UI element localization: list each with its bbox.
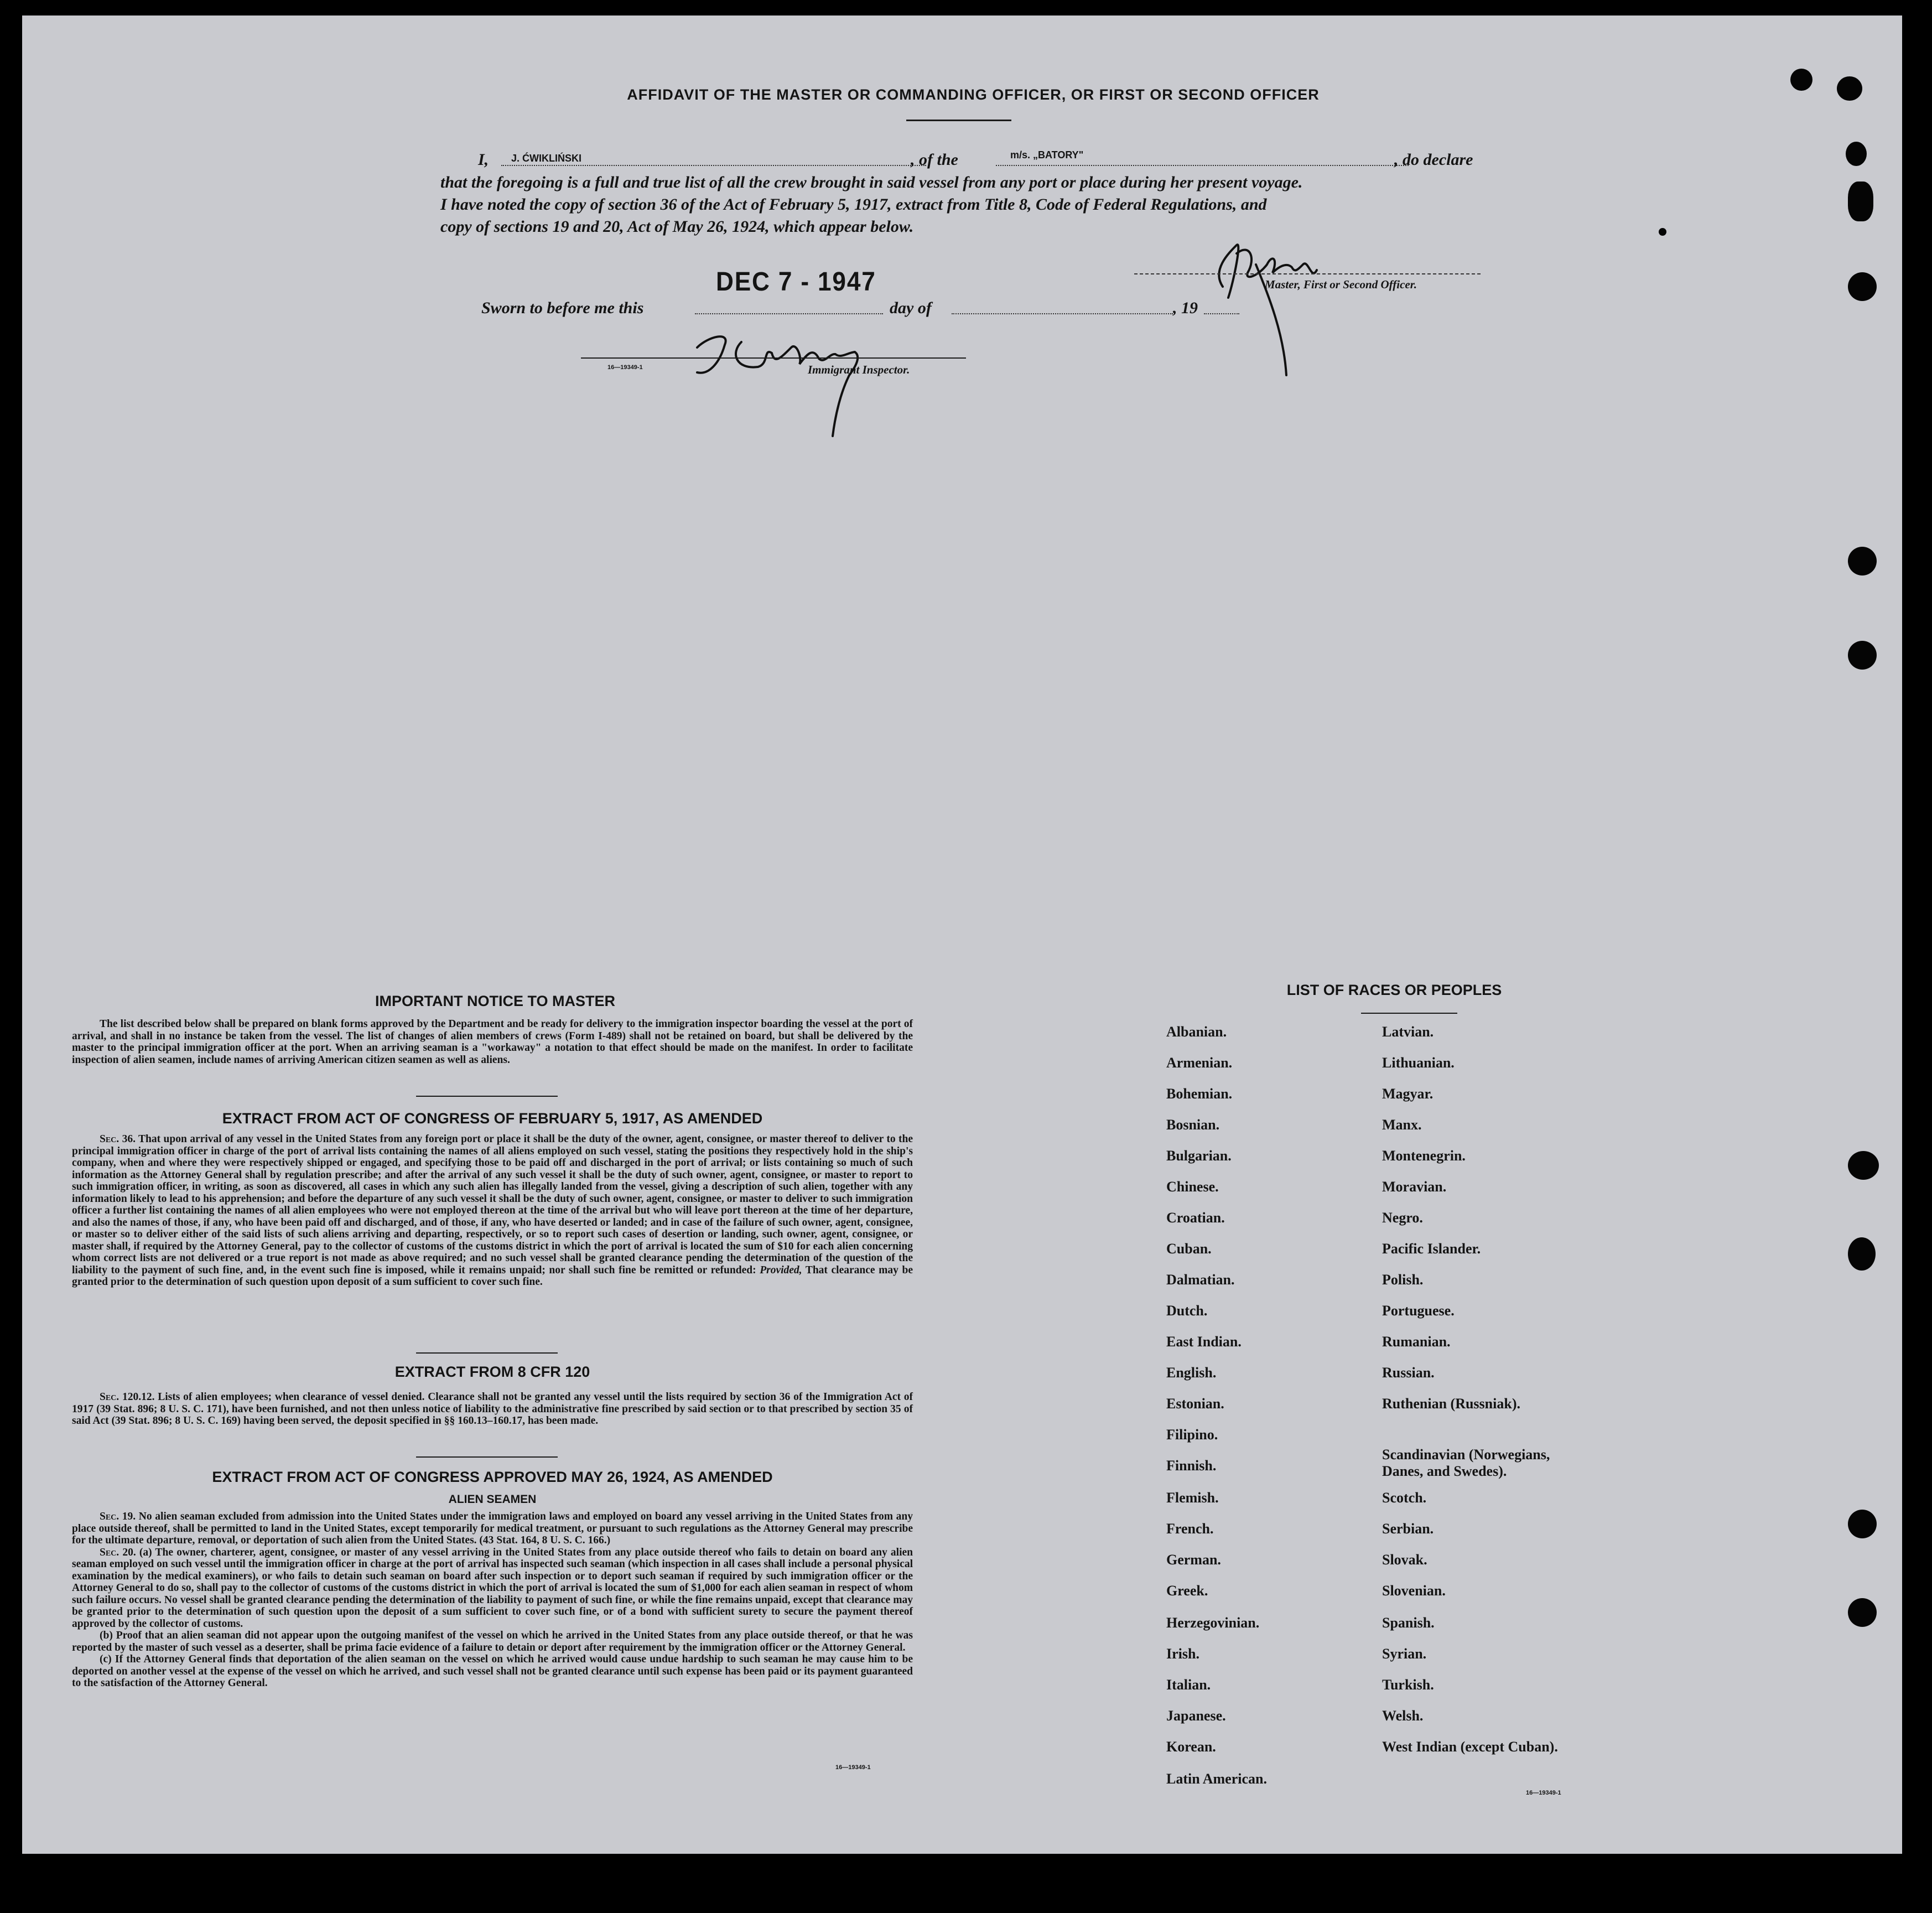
race-item: East Indian. [1166,1334,1242,1350]
punch-hole [1837,76,1862,101]
race-item: Latvian. [1382,1024,1434,1040]
race-item: Ruthenian (Russniak). [1382,1396,1520,1412]
affidavit-i-label: I, [478,151,489,169]
race-item: Irish. [1166,1646,1199,1662]
race-item: Montenegrin. [1382,1148,1466,1164]
race-item: Flemish. [1166,1490,1219,1506]
punch-hole [1848,1598,1877,1627]
race-item: Turkish. [1382,1677,1434,1693]
punch-hole [1848,272,1877,301]
section-20a-paragraph [72,1547,913,1630]
divider [906,120,1011,121]
race-item: Lithuanian. [1382,1055,1455,1071]
race-item: Albanian. [1166,1024,1227,1040]
extract-1917-title: EXTRACT FROM ACT OF CONGRESS OF FEBRUARY 5, 1917, AS AMENDED [222,1110,763,1127]
race-item: English. [1166,1365,1217,1381]
section-20a-text: (a) The owner, charterer, agent, consignee, or master of any vessel arriving in the United States from any place outside thereof who fails to detain on board any alien seaman employed on such vessel until the immigration officer in charge at the port of arrival has inspected such seaman (which inspection in all cases shall include a personal physical examination by the medical examiners), or who fails to detain such seaman on board after such inspection or to deport such seaman if required by such immigration officer or the Attorney General to do so, shall pay to the collector of customs of the customs district in which the port of arrival is located the sum of $1,000 for each alien seaman in respect of whom such failure occurs. No vessel shall be granted clearance pending the determination of the liability to payment of such fine, or while the fine remains unpaid, except that clearance may be granted prior to the determination of such question upon the deposit of a sum sufficient to cover such fine, or of a bond with sufficient surety to secure the payment thereof approved by the collector of customs. [72,1546,913,1630]
race-item: Bulgarian. [1166,1148,1232,1164]
vessel-name: m/s. „BATORY" [1010,149,1084,160]
section-36-text-end: That clearance may be granted prior to the determination of such question upon deposit of a sum sufficient to cover such fine. [72,1264,913,1288]
section-36-paragraph [72,1133,913,1288]
master-name: J. ĆWIKLIŃSKI [511,153,582,164]
punch-hole [1659,228,1666,236]
divider [1361,1013,1457,1014]
race-item: Magyar. [1382,1086,1434,1102]
race-item: Dutch. [1166,1303,1208,1319]
affidavit-line-3: I have noted the copy of section 36 of the Act of February 5, 1917, extract from Title 8, Code of Federal Regulations, and [440,195,1267,214]
section-19-paragraph [72,1511,913,1547]
extract-form-number: 16—19349-1 [835,1764,871,1771]
affidavit-line-4: copy of sections 19 and 20, Act of May 26, 1924, which appear below. [440,217,914,236]
race-item: German. [1166,1552,1221,1568]
race-item: Estonian. [1166,1396,1224,1412]
punch-hole [1790,69,1812,91]
section-label: Sec. 36. [100,1133,136,1145]
master-caption: Master, First or Second Officer. [1265,278,1417,291]
races-title: LIST OF RACES OR PEOPLES [1286,982,1502,998]
race-item: Dalmatian. [1166,1272,1235,1288]
provided-label: Provided, [760,1264,802,1276]
section-label: Sec. 19. [100,1511,136,1522]
punch-hole [1848,1151,1879,1180]
section-label: Sec. 120.12. [100,1391,155,1403]
form-sheet [22,15,1902,1854]
notice-paragraph: The list described below shall be prepared on blank forms approved by the Department and be ready for delivery to the immigration inspector boarding the vessel at the port of arrival, and shall in no instance be taken from the vessel. The list of changes of alien members of crews (Form I-489) shall not be retained on board, but shall be delivered by the master to the principal immigration officer at the port. When an arriving seaman is a "workaway" a notation to that effect should be made on the manifest. In order to facilitate inspection of alien seamen, include names of arriving American citizen seamen as well as aliens. [72,1018,913,1066]
year-label: , 19 [1173,299,1198,317]
name-line [501,165,926,166]
section-label: Sec. 20. [100,1546,136,1558]
race-item: Korean. [1166,1739,1216,1755]
master-signature [1190,220,1367,381]
race-scandinavian-line-2: Danes, and Swedes). [1382,1463,1507,1479]
vessel-line [996,165,1409,166]
race-item: Portuguese. [1382,1303,1455,1319]
inspector-caption: Immigrant Inspector. [808,363,910,376]
race-item: Rumanian. [1382,1334,1451,1350]
extract-8cfr-text [72,1391,913,1427]
section-20c-paragraph: (c) If the Attorney General finds that deportation of the alien seaman on the vessel on which he arrived would cause undue hardship to such seaman he may cause him to be deported on another vessel at the expense of the vessel on which he arrived, and such vessel shall not be granted clearance until such expense has been paid or its payment guaranteed to the satisfaction of the Attorney General. [72,1653,913,1689]
sworn-month-line [952,313,1173,314]
punch-hole [1848,1510,1877,1538]
race-item: Slovak. [1382,1552,1427,1568]
race-item: Russian. [1382,1365,1435,1381]
section-19-text: No alien seaman excluded from admission into the United States under the immigration laws and employed on board any vessel arriving in the United States from any place outside thereof, shall be permitted to land in the United States, except temporarily for medical treatment, or pursuant to such regulations as the Attorney General may prescribe for the ultimate departure, removal, or deportation of such alien from the United States. (43 Stat. 164, 8 U. S. C. 166.) [72,1511,913,1546]
race-item: Filipino. [1166,1427,1218,1443]
punch-hole [1846,142,1867,166]
affidavit-line-2: that the foregoing is a full and true list of all the crew brought in said vessel from any port or place during her present voyage. [440,173,1303,191]
race-item: Bosnian. [1166,1117,1220,1133]
divider [416,1456,558,1458]
race-item: Syrian. [1382,1646,1427,1662]
race-item: Italian. [1166,1677,1211,1693]
race-item: Moravian. [1382,1179,1447,1195]
notice-text [72,1018,913,1066]
race-item: West Indian (except Cuban). [1382,1739,1558,1755]
master-signature-line [1134,273,1481,274]
punch-hole [1848,182,1873,221]
extract-8cfr-title: EXTRACT FROM 8 CFR 120 [394,1364,590,1380]
race-item: Greek. [1166,1583,1208,1599]
race-item: Chinese. [1166,1179,1219,1195]
race-item: Spanish. [1382,1615,1435,1631]
do-declare-label: , do declare [1394,151,1473,169]
race-item: Finnish. [1166,1458,1217,1474]
date-stamp: DEC 7 - 1947 [716,267,876,297]
section-120-paragraph [72,1391,913,1427]
punch-hole [1848,1237,1876,1271]
section-120-text: Lists of alien employees; when clearance of vessel denied. Clearance shall not be granted any vessel until the lists required by section 36 of the Immigration Act of 1917 (39 Stat. 896; 8 U. S. C. 171), have been furnished, and not then unless notice of liability to the administrative fine prescribed by said section or to that prescribed by section 35 of said Act (39 Stat. 896; 8 U. S. C. 169) having been served, the deposit specified in §§ 160.13–160.17, has been made. [72,1391,913,1427]
inspector-signature-line [581,357,966,359]
sworn-label: Sworn to before me this [481,299,644,317]
race-item: Scandinavian (Norwegians, [1382,1447,1550,1463]
race-item: Slovenian. [1382,1583,1446,1599]
race-item: Croatian. [1166,1210,1225,1226]
race-item: Manx. [1382,1117,1422,1133]
race-item: Japanese. [1166,1708,1226,1724]
race-item: Scotch. [1382,1490,1427,1506]
race-item: Polish. [1382,1272,1424,1288]
punch-hole [1848,641,1877,670]
race-item: Latin American. [1166,1771,1267,1787]
race-item: French. [1166,1521,1214,1537]
alien-seamen-subtitle: ALIEN SEAMEN [448,1493,537,1506]
divider [416,1096,558,1097]
divider [416,1352,558,1354]
race-item: Cuban. [1166,1241,1212,1257]
race-item: Bohemian. [1166,1086,1233,1102]
race-item: Negro. [1382,1210,1423,1226]
extract-1917-text [72,1133,913,1288]
extract-1924-title: EXTRACT FROM ACT OF CONGRESS APPROVED MAY 26, 1924, AS AMENDED [212,1469,773,1485]
race-item: Herzegovinian. [1166,1615,1260,1631]
section-36-text: That upon arrival of any vessel in the United States from any foreign port or place it shall be the duty of the owner, agent, consignee, or master thereof to deliver to the principal immigration officer in charge of the port of arrival lists containing the names of all aliens employed on such vessel, stating the positions they respectively hold in the ship's company, when and where they were respectively shipped or engaged, and specifying those to be paid off and discharged in the port of arrival; or lists containing so much of such information as the Attorney General shall by regulation prescribe; and after the arrival of any such vessel it shall be the duty of such owner, agent, consignee, or master to report to such immigration officer, in writing, as soon as discovered, all cases in which any such alien has illegally landed from the vessel, giving a description of such alien, together with any information likely to lead to his apprehension; and before the departure of any such vessel it shall be the duty of such owner, agent, consignee, or master to deliver to such immigration officer a further list containing the names of all alien employees who were not employed thereon at the time of the arrival but who will leave port thereon at the time of her departure, and also the names of those, if any, who have been paid off and discharged, and of those, if any, who have deserted or landed; and in case of the failure of such owner, agent, consignee, or master so to deliver either of the said lists of such aliens arriving and departing, respectively, or so to report such cases of desertion or landing, such owner, agent, consignee, or master shall, if required by the Attorney General, pay to the collector of customs of the customs district in which the port of arrival is located the sum of $10 for each alien concerning whom correct lists are not delivered or a true report is not made as above required; and no such vessel shall be granted clearance pending the determination of the question of the liability to the payment of such fine, and, in the event such fine is imposed, while it remains unpaid; nor shall such fine be remitted or refunded: [72,1133,913,1276]
of-the-label: , of the [911,151,958,169]
section-20b-paragraph: (b) Proof that an alien seaman did not appear upon the outgoing manifest of the vessel on which he arrived in the United States from any place outside thereof, or that he was reported by the master of such vessel as a deserter, shall be prima facie evidence of a failure to detain or deport after requirement by the immigration officer or the Attorney General. [72,1630,913,1653]
affidavit-title: AFFIDAVIT OF THE MASTER OR COMMANDING OFFICER, OR FIRST OR SECOND OFFICER [627,86,1320,103]
day-of-label: day of [890,299,932,317]
inspector-signature [675,314,918,447]
race-item: Serbian. [1382,1521,1434,1537]
race-item: Armenian. [1166,1055,1233,1071]
sworn-year-line [1204,313,1239,314]
punch-hole [1848,547,1877,576]
races-form-number: 16—19349-1 [1526,1790,1561,1796]
notice-title: IMPORTANT NOTICE TO MASTER [375,993,615,1009]
extract-1924-text [72,1511,913,1689]
race-item: Pacific Islander. [1382,1241,1481,1257]
affidavit-form-number: 16—19349-1 [607,364,643,371]
race-item: Welsh. [1382,1708,1424,1724]
